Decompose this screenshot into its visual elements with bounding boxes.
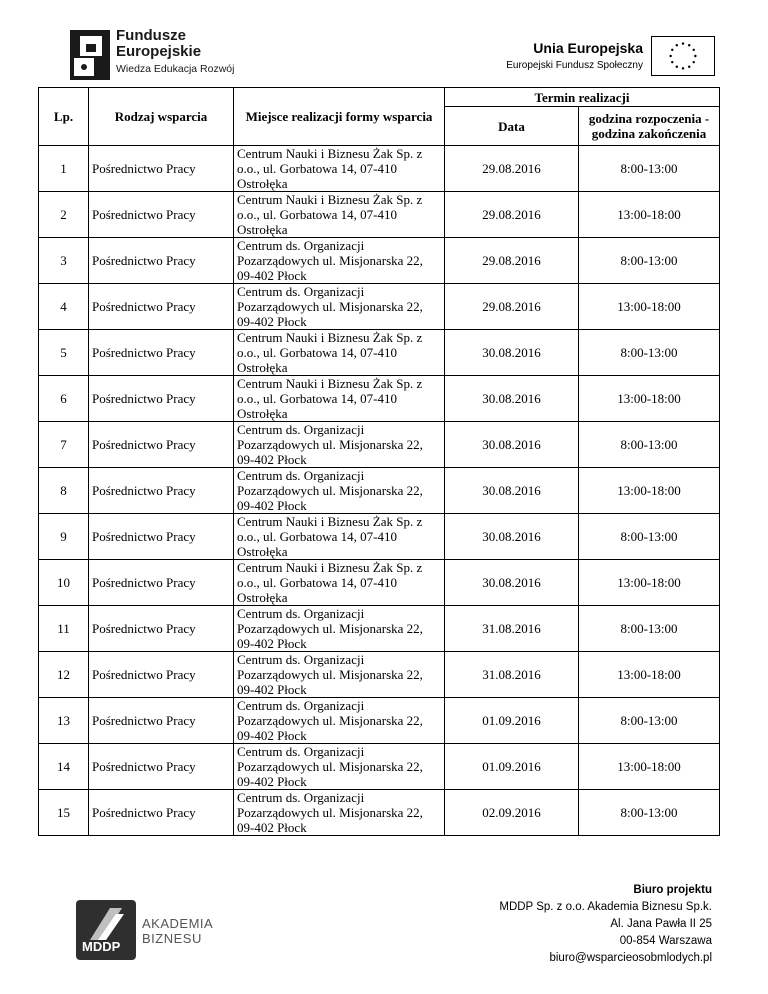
cell-lp: 7 bbox=[39, 422, 89, 468]
cell-type: Pośrednictwo Pracy bbox=[89, 284, 234, 330]
cell-lp: 6 bbox=[39, 376, 89, 422]
cell-place: Centrum ds. Organizacji Pozarządowych ul. Misjonarska 22, 09-402 Płock bbox=[234, 422, 445, 468]
cell-lp: 12 bbox=[39, 652, 89, 698]
cell-lp: 15 bbox=[39, 790, 89, 836]
table-row bbox=[39, 376, 720, 422]
header-lp: Lp. bbox=[39, 88, 89, 146]
cell-date: 31.08.2016 bbox=[445, 652, 579, 698]
cell-lp: 8 bbox=[39, 468, 89, 514]
cell-place: Centrum ds. Organizacji Pozarządowych ul. Misjonarska 22, 09-402 Płock bbox=[234, 698, 445, 744]
cell-time: 8:00-13:00 bbox=[579, 238, 720, 284]
table-row bbox=[39, 146, 720, 192]
cell-time: 8:00-13:00 bbox=[579, 606, 720, 652]
cell-place: Centrum Nauki i Biznesu Żak Sp. z o.o., ul. Gorbatowa 14, 07-410 Ostrołęka bbox=[234, 192, 445, 238]
cell-lp: 10 bbox=[39, 560, 89, 606]
cell-place: Centrum Nauki i Biznesu Żak Sp. z o.o., ul. Gorbatowa 14, 07-410 Ostrołęka bbox=[234, 376, 445, 422]
cell-type: Pośrednictwo Pracy bbox=[89, 146, 234, 192]
table-row bbox=[39, 192, 720, 238]
cell-date: 29.08.2016 bbox=[445, 146, 579, 192]
table-row bbox=[39, 652, 720, 698]
header-term: Termin realizacji bbox=[445, 88, 720, 107]
cell-date: 30.08.2016 bbox=[445, 330, 579, 376]
eu-logo-title: Unia Europejska bbox=[533, 40, 643, 56]
fe-logo-line2: Europejskie bbox=[116, 43, 202, 60]
office-line2: Al. Jana Pawła II 25 bbox=[610, 918, 712, 930]
cell-type: Pośrednictwo Pracy bbox=[89, 514, 234, 560]
fundusze-europejskie-logo bbox=[70, 28, 270, 83]
cell-date: 02.09.2016 bbox=[445, 790, 579, 836]
cell-place: Centrum ds. Organizacji Pozarządowych ul. Misjonarska 22, 09-402 Płock bbox=[234, 652, 445, 698]
cell-type: Pośrednictwo Pracy bbox=[89, 652, 234, 698]
akademia-text: AKADEMIA bbox=[142, 916, 214, 931]
cell-time: 8:00-13:00 bbox=[579, 146, 720, 192]
table-row bbox=[39, 698, 720, 744]
office-email[interactable]: biuro@wsparcieosobmlodych.pl bbox=[549, 952, 712, 964]
cell-date: 29.08.2016 bbox=[445, 284, 579, 330]
header-place: Miejsce realizacji formy wsparcia bbox=[234, 88, 445, 146]
cell-type: Pośrednictwo Pracy bbox=[89, 238, 234, 284]
cell-date: 01.09.2016 bbox=[445, 698, 579, 744]
table-row bbox=[39, 284, 720, 330]
table-row bbox=[39, 238, 720, 284]
cell-lp: 3 bbox=[39, 238, 89, 284]
mddp-mark-icon bbox=[76, 900, 136, 960]
table-row bbox=[39, 744, 720, 790]
table-row bbox=[39, 790, 720, 836]
cell-place: Centrum ds. Organizacji Pozarządowych ul. Misjonarska 22, 09-402 Płock bbox=[234, 238, 445, 284]
cell-time: 13:00-18:00 bbox=[579, 652, 720, 698]
cell-date: 30.08.2016 bbox=[445, 468, 579, 514]
cell-time: 8:00-13:00 bbox=[579, 790, 720, 836]
eu-logo-subtitle: Europejski Fundusz Społeczny bbox=[506, 60, 643, 71]
cell-time: 8:00-13:00 bbox=[579, 514, 720, 560]
cell-place: Centrum ds. Organizacji Pozarządowych ul. Misjonarska 22, 09-402 Płock bbox=[234, 468, 445, 514]
office-address bbox=[499, 882, 712, 967]
fe-logo-line1: Fundusze bbox=[116, 27, 186, 44]
office-line1: MDDP Sp. z o.o. Akademia Biznesu Sp.k. bbox=[499, 901, 712, 913]
fe-logo-subtitle: Wiedza Edukacja Rozwój bbox=[116, 63, 235, 75]
cell-lp: 9 bbox=[39, 514, 89, 560]
cell-type: Pośrednictwo Pracy bbox=[89, 606, 234, 652]
cell-place: Centrum ds. Organizacji Pozarządowych ul. Misjonarska 22, 09-402 Płock bbox=[234, 284, 445, 330]
eu-logo bbox=[500, 36, 715, 76]
cell-date: 29.08.2016 bbox=[445, 238, 579, 284]
cell-place: Centrum Nauki i Biznesu Żak Sp. z o.o., ul. Gorbatowa 14, 07-410 Ostrołęka bbox=[234, 330, 445, 376]
header-time: godzina rozpoczenia - godzina zakończenia bbox=[579, 107, 720, 146]
mddp-mark-text: MDDP bbox=[82, 939, 121, 954]
biznesu-text: BIZNESU bbox=[142, 931, 202, 946]
header-date: Data bbox=[445, 107, 579, 146]
table-row bbox=[39, 422, 720, 468]
cell-lp: 1 bbox=[39, 146, 89, 192]
office-line3: 00-854 Warszawa bbox=[619, 935, 712, 947]
cell-time: 8:00-13:00 bbox=[579, 698, 720, 744]
cell-time: 13:00-18:00 bbox=[579, 376, 720, 422]
cell-date: 01.09.2016 bbox=[445, 744, 579, 790]
cell-place: Centrum Nauki i Biznesu Żak Sp. z o.o., ul. Gorbatowa 14, 07-410 Ostrołęka bbox=[234, 560, 445, 606]
cell-time: 8:00-13:00 bbox=[579, 422, 720, 468]
cell-place: Centrum Nauki i Biznesu Żak Sp. z o.o., ul. Gorbatowa 14, 07-410 Ostrołęka bbox=[234, 514, 445, 560]
office-title: Biuro projektu bbox=[633, 884, 712, 896]
cell-date: 31.08.2016 bbox=[445, 606, 579, 652]
table-row bbox=[39, 560, 720, 606]
cell-date: 29.08.2016 bbox=[445, 192, 579, 238]
cell-date: 30.08.2016 bbox=[445, 422, 579, 468]
cell-time: 13:00-18:00 bbox=[579, 468, 720, 514]
cell-lp: 14 bbox=[39, 744, 89, 790]
cell-type: Pośrednictwo Pracy bbox=[89, 744, 234, 790]
cell-date: 30.08.2016 bbox=[445, 376, 579, 422]
table-row bbox=[39, 606, 720, 652]
cell-type: Pośrednictwo Pracy bbox=[89, 698, 234, 744]
cell-place: Centrum Nauki i Biznesu Żak Sp. z o.o., ul. Gorbatowa 14, 07-410 Ostrołęka bbox=[234, 146, 445, 192]
cell-lp: 13 bbox=[39, 698, 89, 744]
cell-time: 13:00-18:00 bbox=[579, 192, 720, 238]
cell-time: 8:00-13:00 bbox=[579, 330, 720, 376]
cell-type: Pośrednictwo Pracy bbox=[89, 376, 234, 422]
cell-type: Pośrednictwo Pracy bbox=[89, 330, 234, 376]
table-row bbox=[39, 468, 720, 514]
cell-type: Pośrednictwo Pracy bbox=[89, 790, 234, 836]
cell-lp: 2 bbox=[39, 192, 89, 238]
cell-type: Pośrednictwo Pracy bbox=[89, 422, 234, 468]
header-type: Rodzaj wsparcia bbox=[89, 88, 234, 146]
cell-place: Centrum ds. Organizacji Pozarządowych ul. Misjonarska 22, 09-402 Płock bbox=[234, 606, 445, 652]
cell-date: 30.08.2016 bbox=[445, 560, 579, 606]
fundusze-europejskie-mark-icon bbox=[70, 30, 110, 80]
cell-time: 13:00-18:00 bbox=[579, 744, 720, 790]
cell-time: 13:00-18:00 bbox=[579, 560, 720, 606]
cell-lp: 11 bbox=[39, 606, 89, 652]
cell-lp: 5 bbox=[39, 330, 89, 376]
akademia-biznesu-logo bbox=[76, 900, 216, 960]
cell-place: Centrum ds. Organizacji Pozarządowych ul. Misjonarska 22, 09-402 Płock bbox=[234, 744, 445, 790]
cell-type: Pośrednictwo Pracy bbox=[89, 560, 234, 606]
cell-type: Pośrednictwo Pracy bbox=[89, 192, 234, 238]
table-row bbox=[39, 514, 720, 560]
schedule-table bbox=[38, 87, 720, 836]
cell-date: 30.08.2016 bbox=[445, 514, 579, 560]
eu-flag-icon bbox=[651, 36, 715, 76]
table-row bbox=[39, 330, 720, 376]
cell-type: Pośrednictwo Pracy bbox=[89, 468, 234, 514]
cell-time: 13:00-18:00 bbox=[579, 284, 720, 330]
cell-lp: 4 bbox=[39, 284, 89, 330]
cell-place: Centrum ds. Organizacji Pozarządowych ul. Misjonarska 22, 09-402 Płock bbox=[234, 790, 445, 836]
